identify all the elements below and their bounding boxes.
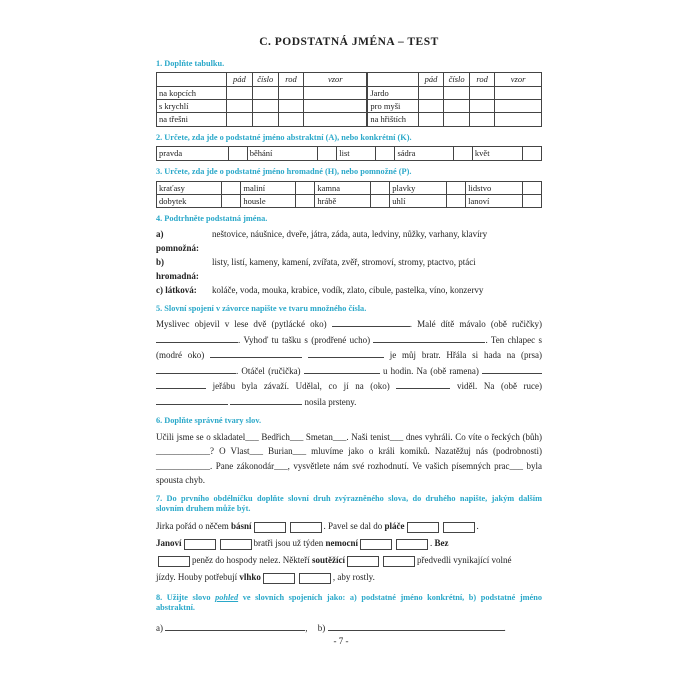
word-cell: maliní: [241, 181, 296, 194]
task-3-table: [156, 181, 542, 209]
answer-box[interactable]: [443, 522, 475, 533]
word-cell: uhlí: [390, 194, 447, 207]
task-2-table: [156, 146, 542, 160]
col-header: číslo: [444, 73, 470, 86]
answer-line[interactable]: [304, 365, 380, 374]
answer-line[interactable]: [230, 396, 302, 405]
test-page: [156, 34, 542, 641]
answer-box[interactable]: [407, 522, 439, 533]
word-cell: pravda: [157, 147, 229, 160]
keyword: pohled: [215, 592, 239, 602]
task-8-answers: a) , b) .: [156, 623, 506, 634]
task-2: [156, 133, 542, 161]
table-right: [367, 72, 542, 126]
task-4: [156, 214, 542, 297]
answer-line[interactable]: [156, 365, 236, 374]
answer-box[interactable]: [299, 573, 331, 584]
task-5-text: Myslivec objevil v lese dvě (pytlácké oko) . Malé dítě mávalo (obě ručičky) . Vyhoď tu tašku s (prodřené ucho) . Ten chlapec s (modré oko) je můj bratr. Hřála si hada na (prsa) . Otáčel (ručička) u hodin. Na (obě ramena) jeřábu byla závaží. Udělal, co jí na (oko) viděl. Na (obě ruce) nosila prsteny.: [156, 319, 543, 407]
answer-line[interactable]: [210, 349, 302, 358]
answer-box[interactable]: [383, 556, 415, 567]
col-header: číslo: [252, 73, 278, 86]
task-4-heading: 4. Podtrhněte podstatná jména.: [156, 214, 268, 224]
row-label: Jardo: [368, 86, 418, 99]
task-7: [156, 494, 542, 587]
answer-line[interactable]: [396, 380, 450, 389]
answer-line[interactable]: [156, 396, 228, 405]
task-7-heading: 7. Do prvního obdélníčku doplňte slovní druh zvýrazněného slova, do druhého napište, jakým dalším slovním druhem může být.: [156, 493, 542, 514]
answer-box[interactable]: [254, 522, 286, 533]
answer-line[interactable]: [165, 622, 305, 631]
word-cell: dobytek: [157, 194, 222, 207]
col-header: pád: [227, 73, 253, 86]
answer-line[interactable]: [156, 334, 238, 343]
answer-box[interactable]: [290, 522, 322, 533]
answer-line[interactable]: [328, 622, 504, 631]
answer-box[interactable]: [158, 556, 190, 567]
page-title: C. PODSTATNÁ JMÉNA – TEST: [259, 36, 439, 48]
answer-line[interactable]: [308, 349, 384, 358]
word-cell: kraťasy: [157, 181, 222, 194]
task-7-text: Jirka pořád o něčem básní . Pavel se dal do pláče . Janoví bratři jsou už týden nemocní . Bez peněz do hospody nelez. Někteří soutěžící předvedli vynikající volné jízdy. Houby potřebují vlhko , aby rostly.: [156, 521, 512, 583]
table-left: [156, 72, 367, 126]
task-4-item: b) hromadná: listy, listí, kameny, kamení, zvířata, zvěř, stromoví, stromy, ptactvo, ptáci: [156, 256, 476, 281]
answer-line[interactable]: [156, 380, 206, 389]
task-4-item: a) pomnožná: neštovice, náušnice, dveře, játra, záda, auta, ledviny, nůžky, varhany, klavíry: [156, 228, 488, 253]
task-6-text: Učili jsme se o skladatel___ Bedřich___ Smetan___. Naši tenist___ dnes vyhráli. Co víte o řeckých (bůh) ____________? O Vlast___ Burian___ mluvíme jako o králi komiků. Nazatěžuj nás (podrobnosti) ____________. Pane zákonodár___, vysvětlete nám své rozhodnutí. Ve vašich písemných prac___ byla spousta chyb.: [156, 432, 542, 486]
answer-line[interactable]: [332, 318, 410, 327]
task-8: [156, 593, 542, 636]
answer-box[interactable]: [220, 539, 252, 550]
word-cell: kamna: [315, 181, 371, 194]
task-3: [156, 167, 542, 208]
task-5-heading: 5. Slovní spojení v závorce napište ve tvaru množného čísla.: [156, 303, 367, 313]
answer-box[interactable]: [360, 539, 392, 550]
task-1: [156, 59, 542, 127]
col-header: rod: [278, 73, 303, 86]
page-number: - 7 -: [333, 636, 349, 646]
word-cell: plavky: [390, 181, 447, 194]
task-2-heading: 2. Určete, zda jde o podstatné jméno abstraktní (A), nebo konkrétní (K).: [156, 132, 412, 142]
word-cell: sádra: [395, 147, 453, 160]
row-label: s krychlí: [157, 100, 227, 113]
word-cell: květ: [472, 147, 522, 160]
word-cell: hrábě: [315, 194, 371, 207]
row-label: na hřištích: [368, 113, 418, 126]
col-header: rod: [470, 73, 495, 86]
row-label: na kopcích: [157, 86, 227, 99]
answer-box[interactable]: [184, 539, 216, 550]
task-8-heading: 8. Užijte slovo pohled ve slovních spojeních jako: a) podstatné jméno konkrétní, b) podstatné jméno abstraktní.: [156, 592, 542, 613]
word-cell: lidstvo: [466, 181, 523, 194]
col-header: vzor: [495, 73, 542, 86]
answer-line[interactable]: [482, 365, 542, 374]
word-cell: lanoví: [466, 194, 523, 207]
answer-line[interactable]: [373, 334, 485, 343]
task-1-heading: 1. Doplňte tabulku.: [156, 58, 225, 68]
word-cell: běhání: [247, 147, 318, 160]
answer-box[interactable]: [347, 556, 379, 567]
word-cell: list: [337, 147, 376, 160]
row-label: pro myši: [368, 100, 418, 113]
col-header: pád: [418, 73, 443, 86]
task-6: [156, 416, 542, 487]
task-6-heading: 6. Doplňte správné tvary slov.: [156, 416, 262, 426]
word-cell: housle: [241, 194, 296, 207]
task-5: [156, 304, 542, 411]
answer-box[interactable]: [263, 573, 295, 584]
answer-box[interactable]: [396, 539, 428, 550]
col-header: vzor: [304, 73, 367, 86]
row-label: na třešni: [157, 113, 227, 126]
task-3-heading: 3. Určete, zda jde o podstatné jméno hromadné (H), nebo pomnožné (P).: [156, 166, 412, 176]
task-4-item: c) látková: koláče, voda, mouka, krabice, vodík, zlato, cibule, pastelka, víno, konzervy: [156, 284, 484, 295]
